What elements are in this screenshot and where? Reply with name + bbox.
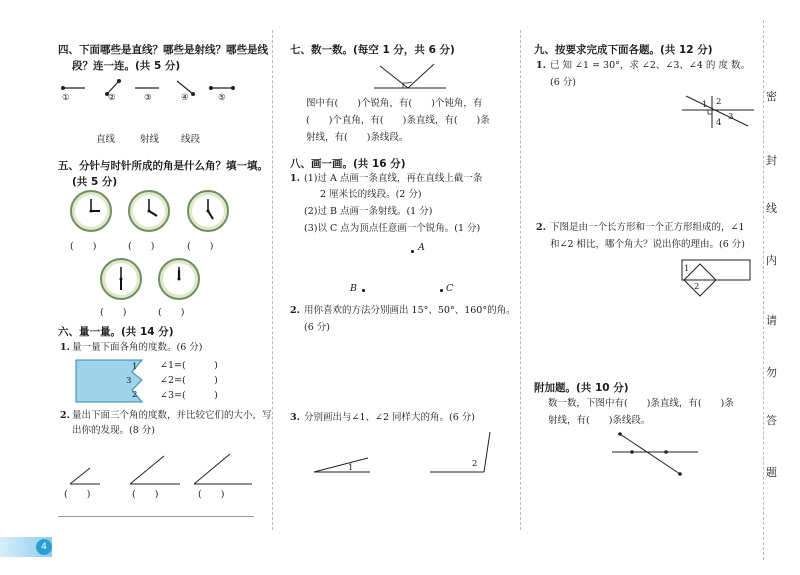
seal-char: 答 (766, 414, 777, 427)
seal-char: 封 (766, 154, 777, 167)
clock-icon (128, 190, 170, 232)
section4-title: 四、下面哪些是直线？哪些是射线？哪些是线 (58, 44, 268, 56)
option-segment[interactable]: 线段 (181, 134, 201, 145)
shape-label-2: 2 (132, 390, 138, 400)
seal-char: 勿 (766, 366, 777, 379)
mark-5: ⑤ (218, 93, 226, 103)
question-text-cont: (6 分) (304, 322, 330, 333)
answer-blank[interactable]: ( ) (132, 489, 159, 500)
section7-title: 七、数一数。(每空 1 分，共 6 分) (290, 44, 455, 56)
shape-label-3: 3 (126, 376, 132, 386)
question-text-cont: (6 分) (550, 77, 576, 88)
rectangle-square-figure (680, 256, 754, 300)
point-a-label: A (418, 242, 425, 253)
count-text-line2: ( )个直角，有( )条直线，有( )条 (306, 115, 490, 126)
mark-4: ④ (181, 93, 189, 103)
seal-char: 内 (766, 254, 777, 267)
rect-angle-1: 1 (684, 264, 690, 274)
option-straight-line[interactable]: 直线 (96, 134, 116, 145)
seal-line (763, 20, 764, 560)
rect-angle-2: 2 (694, 282, 700, 292)
question-number: 1. (536, 60, 546, 71)
point-a-dot (411, 250, 414, 253)
column-divider (272, 30, 273, 530)
clock-icon (100, 258, 142, 300)
section8-title: 八、画一画。(共 16 分) (290, 158, 406, 170)
section4-lines-figure (55, 76, 265, 106)
angle2-blank[interactable]: ∠2=( ) (160, 375, 218, 386)
question-text-cont: 出你的发现。(8 分) (72, 425, 155, 436)
answer-blank[interactable]: ( ) (100, 307, 127, 318)
seal-char: 线 (766, 202, 777, 215)
question-text-cont: 和∠2 相比，哪个角大？说出你的理由。(6 分) (550, 239, 746, 250)
fig-angle-2: 2 (716, 97, 722, 107)
question-text: 量一量下面各角的度数。(6 分) (72, 342, 203, 353)
question-text: 用你喜欢的方法分别画出 15°、50°、160°的角。 (304, 305, 516, 316)
question-text: 已 知 ∠1 = 30°，求 ∠2、∠3、∠4 的 度 数。 (550, 60, 750, 71)
answer-blank[interactable]: ( ) (70, 241, 97, 252)
question-text-cont: 2 厘米长的线段。(2 分) (320, 189, 422, 200)
point-b-dot (362, 289, 365, 292)
count-text-line1: 图中有( )个锐角，有( )个钝角，有 (306, 98, 483, 109)
fig-angle-1: 1 (702, 100, 708, 110)
shape-label-1: 1 (132, 362, 138, 372)
mark-2: ② (108, 93, 116, 103)
angle3-blank[interactable]: ∠3=( ) (160, 390, 218, 401)
angle-1-label: 1 (348, 463, 354, 473)
question-text-3: (3)以 C 点为顶点任意画一个锐角。(1 分) (304, 223, 481, 234)
clock-icon (187, 190, 229, 232)
answer-blank[interactable]: ( ) (158, 307, 185, 318)
mark-1: ① (62, 93, 70, 103)
question-number: 1. (60, 342, 70, 353)
question-text: 量出下面三个角的度数，并比较它们的大小，写 (72, 410, 272, 421)
angle-2-label: 2 (472, 459, 478, 469)
question-text: 分别画出与∠1、∠2 同样大的角。(6 分) (304, 412, 476, 423)
question-number: 3. (290, 412, 300, 423)
answer-blank[interactable]: ( ) (198, 489, 225, 500)
fig-angle-3: 3 (728, 112, 734, 122)
section9-title: 九、按要求完成下面各题。(共 12 分) (534, 44, 713, 56)
seal-char: 题 (766, 466, 777, 479)
section6-title: 六、量一量。(共 14 分) (58, 326, 174, 338)
answer-blank[interactable]: ( ) (128, 241, 155, 252)
bonus-text-line2: 射线，有( )条线段。 (548, 415, 651, 426)
option-ray[interactable]: 射线 (140, 134, 160, 145)
measure-shape-figure (74, 358, 154, 406)
angle1-blank[interactable]: ∠1=( ) (160, 360, 218, 371)
bonus-title: 附加题。(共 10 分) (534, 382, 629, 394)
question-number: 2. (290, 305, 300, 316)
copy-angles-figure (308, 428, 498, 478)
mark-3: ③ (144, 93, 152, 103)
count-text-line3: 射线，有( )条线段。 (306, 132, 409, 143)
point-b-label: B (350, 283, 357, 294)
answer-blank[interactable]: ( ) (64, 489, 91, 500)
clock-icon (70, 190, 112, 232)
count-angles-figure (370, 60, 450, 94)
section4-title-cont: 段？连一连。(共 5 分) (72, 60, 181, 72)
bonus-lines-figure (610, 428, 700, 480)
section5-title: 五、分针与时针所成的角是什么角？填一填。 (58, 160, 268, 172)
seal-char: 密 (766, 90, 777, 103)
page-number: 4 (36, 539, 52, 555)
fig-angle-4: 4 (716, 118, 722, 128)
question-number: 1. (290, 173, 300, 184)
question-number: 2. (60, 410, 70, 421)
section5-points: (共 5 分) (72, 176, 118, 188)
column-end-rule (58, 516, 254, 517)
point-c-dot (440, 289, 443, 292)
answer-blank[interactable]: ( ) (187, 241, 214, 252)
point-c-label: C (446, 283, 454, 294)
clock-icon (158, 258, 200, 300)
question-text: (1)过 A 点画一条直线，再在直线上截一条 (304, 173, 483, 184)
seal-char: 请 (766, 314, 777, 327)
question-number: 2. (536, 222, 546, 233)
column-divider (520, 30, 521, 530)
question-text: 下图是由一个长方形和一个正方形组成的，∠1 (550, 222, 745, 233)
question-text-2: (2)过 B 点画一条射线。(1 分) (304, 206, 433, 217)
three-angles-figure (60, 450, 260, 490)
bonus-text-line1: 数一数，下图中有( )条直线，有( )条 (548, 398, 734, 409)
